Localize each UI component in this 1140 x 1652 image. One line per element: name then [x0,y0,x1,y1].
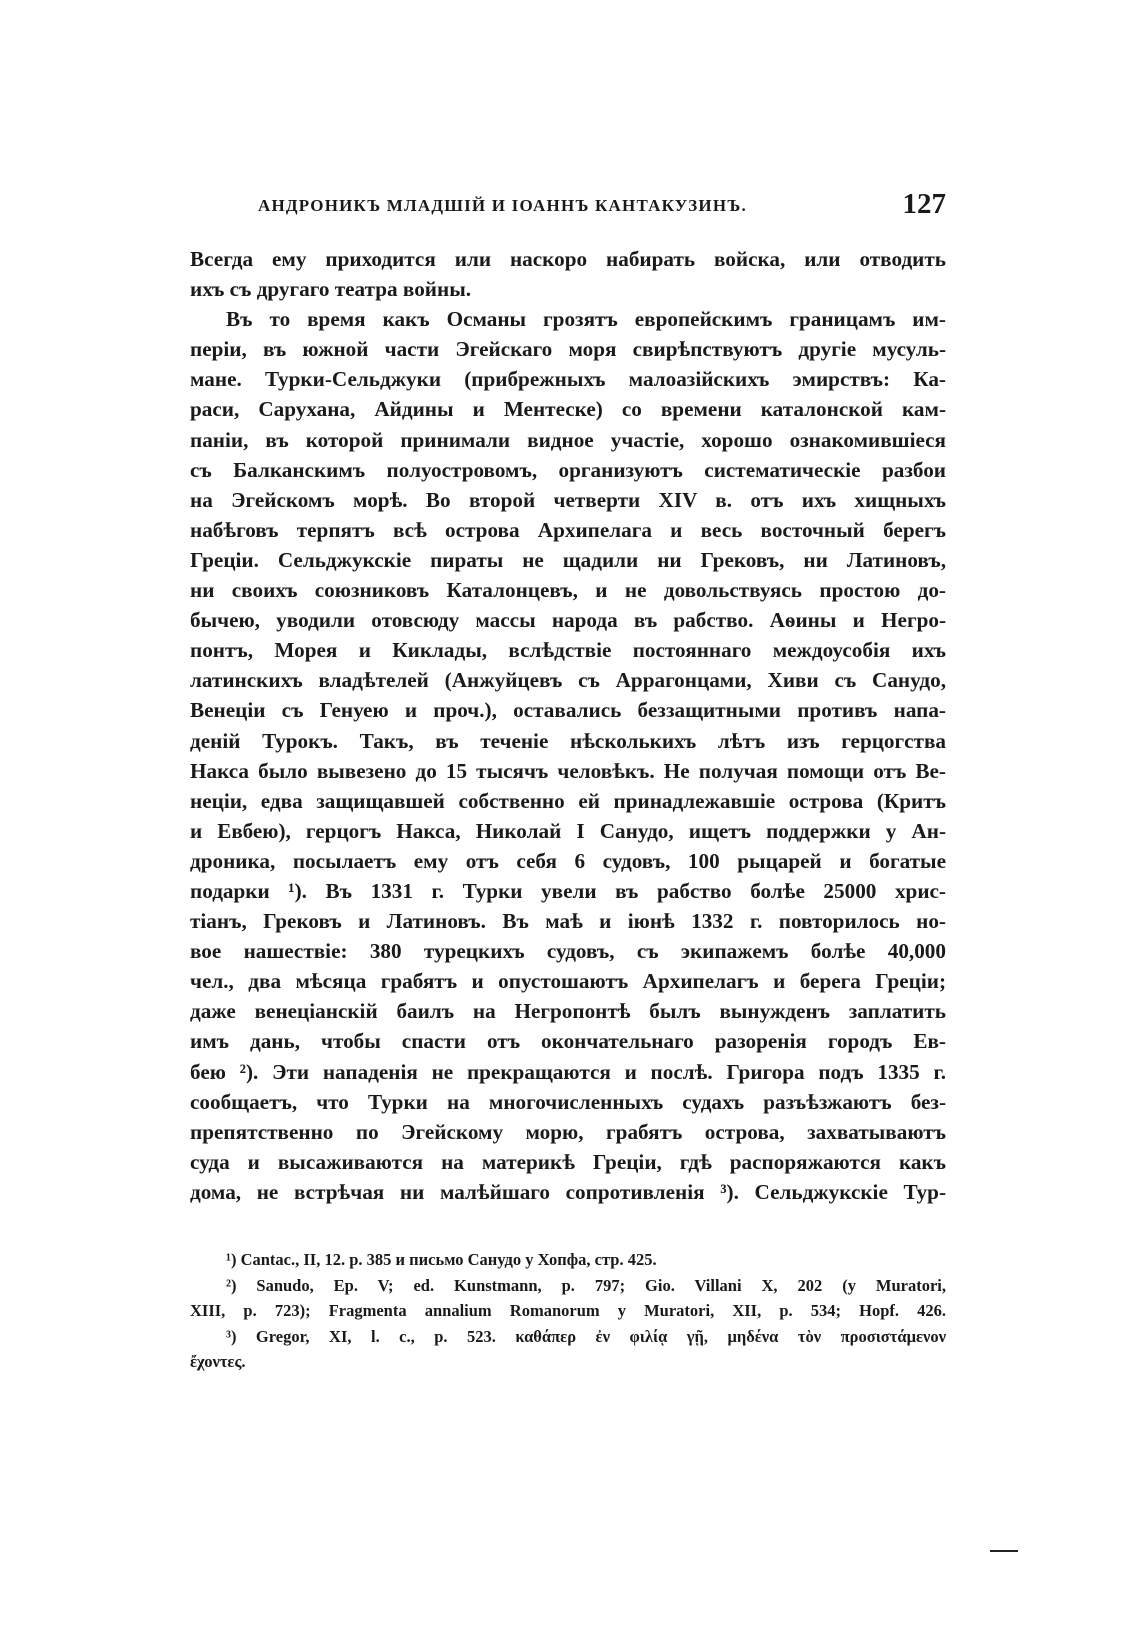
footnote-2-cont: XIII, p. 723); Fragmenta annalium Romanorum у Muratori, XII, p. 534; Hopf. 426. [190,1301,946,1320]
text-line: деній Турокъ. Такъ, въ теченіе нѣсколькихъ лѣтъ изъ герцогства [190,728,946,753]
text-line: Венеціи съ Генуею и проч.), оставались беззащитными противъ напа- [190,698,946,723]
text-line: даже венеціанскій баилъ на Негропонтѣ былъ вынужденъ заплатить [190,999,946,1024]
footnote-3-cont: ἔχοντες. [190,1352,246,1371]
text-line: Въ то время какъ Османы грозятъ европейскимъ границамъ им- [226,307,946,332]
footnote-1: ¹) Cantac., II, 12. p. 385 и письмо Санудо у Хопфа, стр. 425. [226,1250,657,1269]
page-header [190,188,946,228]
text-line: ихъ съ другаго театра войны. [190,277,472,302]
text-line: дроника, посылаетъ ему отъ себя 6 судовъ, 100 рыцарей и богатые [190,848,946,873]
text-line: Всегда ему приходится или наскоро набирать войска, или отводить [190,247,946,271]
text-line: тіанъ, Грековъ и Латиновъ. Въ маѣ и іюнѣ 1332 г. повторилось но- [190,909,946,934]
text-line: суда и высаживаются на материкѣ Греціи, гдѣ распоряжаются какъ [190,1149,946,1174]
text-line: съ Балканскимъ полуостровомъ, организуютъ систематическіе разбои [190,457,946,482]
text-line: мане. Турки-Сельджуки (прибрежныхъ малоазійскихъ эмирствъ: Ка- [190,367,946,392]
text-line: набѣговъ терпятъ всѣ острова Архипелага и весь восточный берегъ [190,517,946,542]
text-line: паніи, въ которой принимали видное участіе, хорошо ознакомившіеся [190,427,946,452]
text-line: бею ²). Эти нападенія не прекращаются и послѣ. Григора подъ 1335 г. [190,1059,946,1084]
main-text [190,244,946,1207]
text-line: латинскихъ владѣтелей (Анжуйцевъ съ Аррагонцами, Хиви съ Санудо, [190,668,946,693]
text-line: вое нашествіе: 380 турецкихъ судовъ, съ экипажемъ болѣе 40,000 [190,939,946,964]
text-line: сообщаетъ, что Турки на многочисленныхъ судахъ разъѣзжаютъ без- [190,1089,946,1114]
text-line: ни своихъ союзниковъ Каталонцевъ, и не довольствуясь простою до- [190,578,946,603]
text-line: періи, въ южной части Эгейскаго моря свирѣпствуютъ другіе мусуль- [190,337,946,362]
text-line: Греціи. Сельджукскіе пираты не щадили ни Грековъ, ни Латиновъ, [190,547,946,572]
text-line: Накса было вывезено до 15 тысячъ человѣкъ. Не получая помощи отъ Ве- [190,758,946,783]
text-line: понтъ, Морея и Киклады, вслѣдствіе постояннаго междоусобія ихъ [190,638,946,663]
text-line: неціи, едва защищавшей собственно ей принадлежавшіе острова (Критъ [190,788,946,813]
margin-rule [990,1550,1018,1552]
text-line: бычею, уводили отовсюду массы народа въ рабство. Аѳины и Негро- [190,608,946,633]
footnotes [190,1247,946,1375]
text-line: чел., два мѣсяца грабятъ и опустошаютъ Архипелагъ и берега Греціи; [190,969,946,994]
running-title: АНДРОНИКЪ МЛАДШІЙ И ІОАННЪ КАНТАКУЗИНЪ. [258,196,747,215]
text-line: дома, не встрѣчая ни малѣйшаго сопротивленія ³). Сельджукскіе Тур- [190,1179,946,1204]
text-line: раси, Саруханa, Айдины и Ментеске) со времени каталонской кам- [190,397,946,422]
footnote-2: ²) Sanudo, Ep. V; ed. Kunstmann, p. 797; Gio. Villani X, 202 (у Muratori, [226,1275,946,1295]
text-line: на Эгейскомъ морѣ. Во второй четверти XIV в. отъ ихъ хищныхъ [190,487,946,512]
text-line: препятственно по Эгейскому морю, грабятъ острова, захватываютъ [190,1119,946,1144]
text-line: подарки ¹). Въ 1331 г. Турки увели въ рабство болѣе 25000 хрис- [190,878,946,903]
text-line: и Евбею), герцогъ Накса, Николай I Санудо, ищетъ поддержки у Ан- [190,818,946,843]
text-line: имъ дань, чтобы спасти отъ окончательнаго разоренія городъ Ев- [190,1029,946,1054]
footnote-3: ³) Gregor, XI, l. c., p. 523. καθάπερ ἐν φιλίᾳ γῇ, μηδένα τὸν προσιστάμενον [226,1326,946,1346]
page-number: 127 [902,188,946,220]
